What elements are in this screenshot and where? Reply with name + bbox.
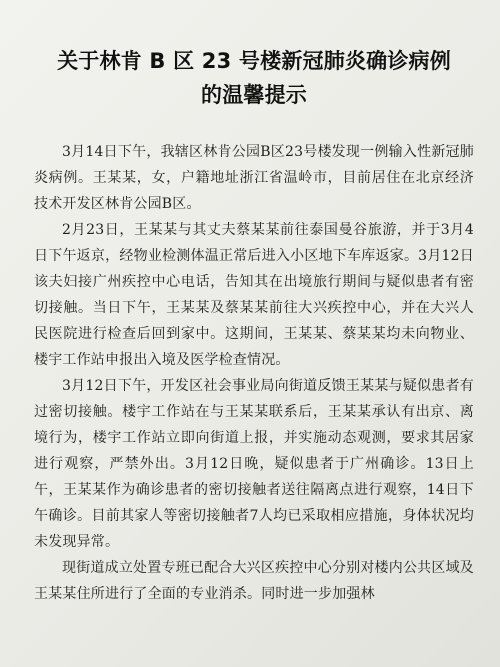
paragraph-2: 2月23日，王某某与其丈夫蔡某某前往泰国曼谷旅游，并于3月4日下午返京，经物业检测体温正常后进入小区地下车库返家。3月12日该夫妇接广州疾控中心电话，告知其在出境旅行期间与疑似患者有密切接触。当日下午，王某某及蔡某某前往大兴疾控中心，并在大兴人民医院进行检查后回到家中。这期间，王某某、蔡某某均未向物业、楼宇工作站申报出入境及医学检查情况。 xyxy=(34,222,474,368)
paragraph-4: 现街道成立处置专班已配合大兴区疾控中心分别对楼内公共区域及王某某住所进行了全面的专业消杀。同时进一步加强林 xyxy=(34,560,474,602)
paragraph-1: 3月14日下午，我辖区林肯公园B区23号楼发现一例输入性新冠肺炎病例。王某某，女，户籍地址浙江省温岭市，目前居住在北京经济技术开发区林肯公园B区。 xyxy=(34,144,474,212)
document-body xyxy=(34,139,474,607)
document-title-line-1: 关于林肯 B 区 23 号楼新冠肺炎确诊病例 xyxy=(57,49,451,73)
paragraph-3: 3月12日下午，开发区社会事业局向街道反馈王某某与疑似患者有过密切接触。楼宇工作站在与王某某联系后，王某某承认有出京、离境行为，楼宇工作站立即向街道上报，并实施动态观测，要求其居家进行观察，严禁外出。3月12日晚，疑似患者于广州确诊。13日上午，王某某作为确诊患者的密切接触者送往隔离点进行观察，14日下午确诊。目前其家人等密切接触者7人均已采取相应措施，身体状况均未发现异常。 xyxy=(34,378,474,550)
document-title-line-2: 的温馨提示 xyxy=(201,83,307,107)
document-title xyxy=(34,44,474,112)
